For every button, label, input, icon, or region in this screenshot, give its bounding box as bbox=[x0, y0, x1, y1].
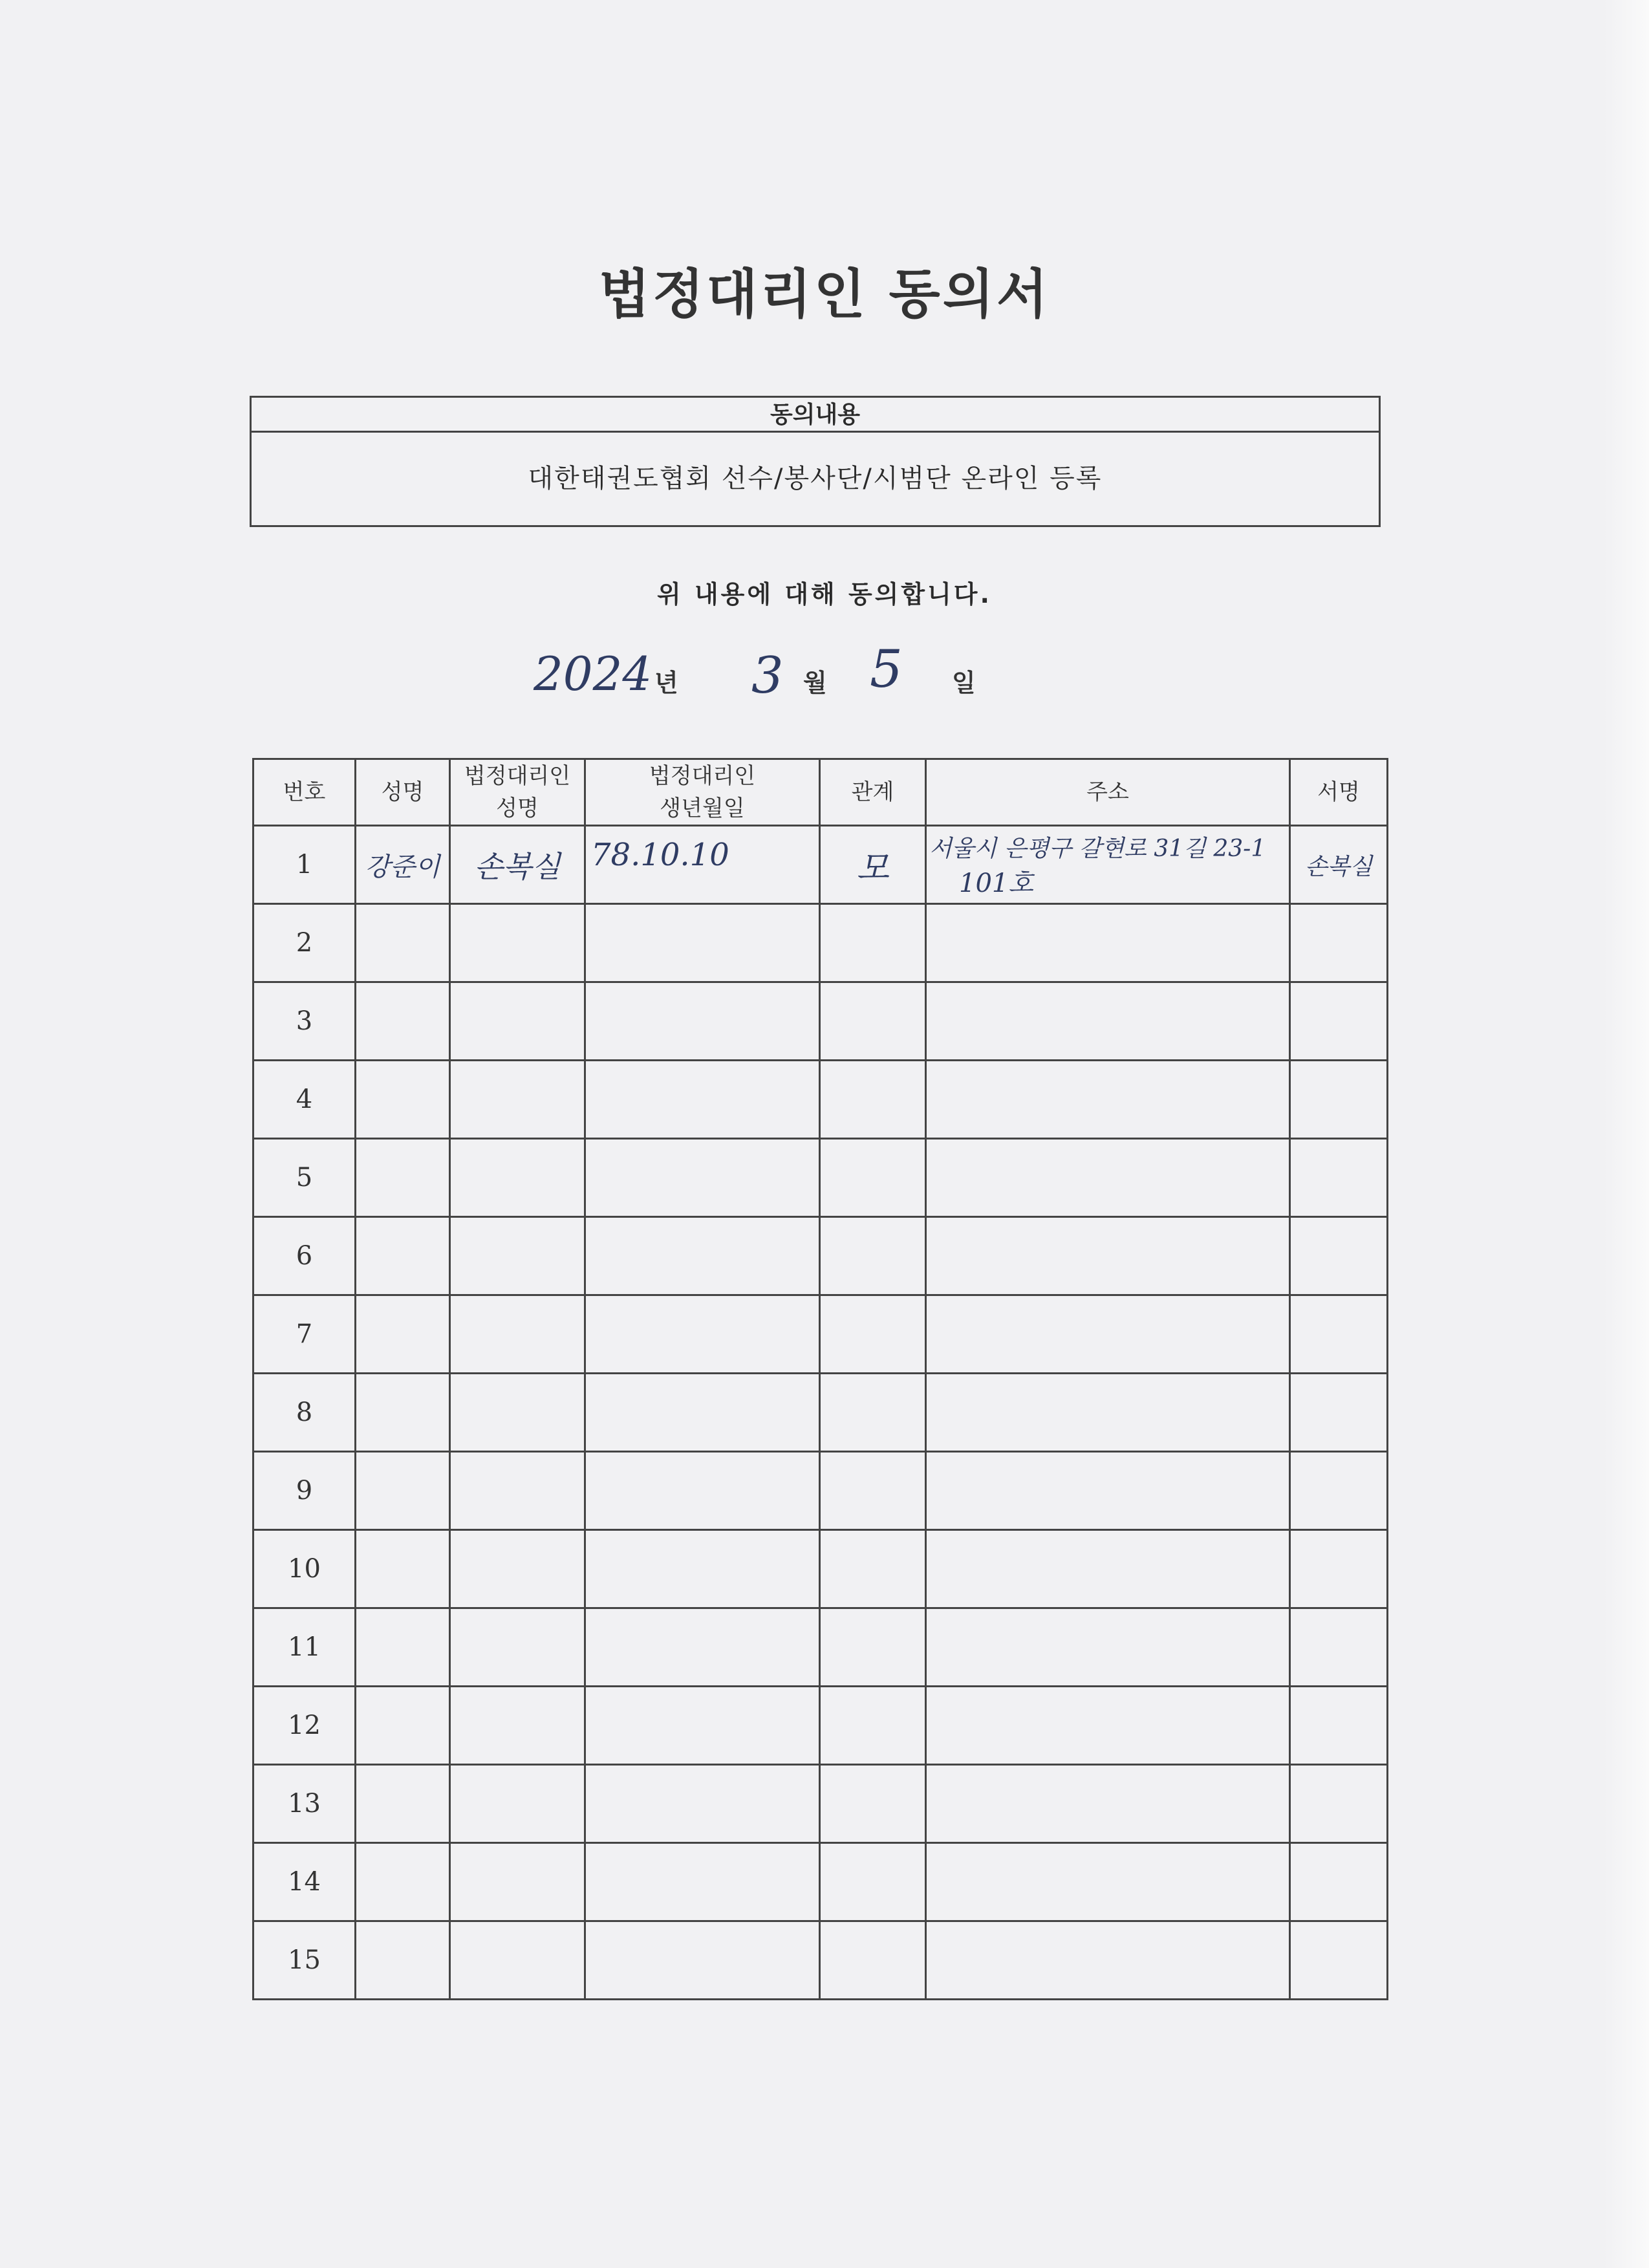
cell-relation-handwritten: 모 bbox=[856, 848, 889, 888]
cell-name bbox=[356, 1374, 450, 1452]
cell-birth bbox=[585, 904, 820, 982]
header-address: 주소 bbox=[926, 759, 1290, 826]
cell-address bbox=[926, 1765, 1290, 1843]
table-row bbox=[253, 1452, 1388, 1530]
cell-relation bbox=[820, 1139, 926, 1217]
header-relation: 관계 bbox=[820, 759, 926, 826]
cell-relation bbox=[820, 1608, 926, 1687]
cell-signature bbox=[1290, 1374, 1388, 1452]
cell-birth bbox=[585, 1921, 820, 2000]
cell-relation bbox=[820, 1530, 926, 1608]
table-row bbox=[253, 1530, 1388, 1608]
cell-relation bbox=[820, 1843, 926, 1921]
header-guardian-birth bbox=[585, 759, 820, 826]
header-guardian-name-line2: 성명 bbox=[496, 795, 539, 821]
cell-no: 7 bbox=[253, 1295, 356, 1374]
cell-signature bbox=[1290, 982, 1388, 1061]
cell-name bbox=[356, 982, 450, 1061]
table-row bbox=[253, 1295, 1388, 1374]
cell-address bbox=[926, 1295, 1290, 1374]
cell-name bbox=[356, 1139, 450, 1217]
cell-guardian-name bbox=[450, 826, 585, 904]
table-row bbox=[253, 982, 1388, 1061]
cell-signature bbox=[1290, 1687, 1388, 1765]
header-name: 성명 bbox=[356, 759, 450, 826]
consent-header: 동의내용 bbox=[252, 398, 1379, 433]
cell-no: 3 bbox=[253, 982, 356, 1061]
header-guardian-birth-line1: 법정대리인 bbox=[649, 763, 756, 789]
cell-guardian-name-handwritten: 손복실 bbox=[474, 849, 561, 884]
header-guardian-name-line1: 법정대리인 bbox=[464, 763, 571, 789]
cell-signature-handwritten: 손복실 bbox=[1304, 853, 1373, 880]
header-guardian-name bbox=[450, 759, 585, 826]
cell-signature bbox=[1290, 1608, 1388, 1687]
cell-relation bbox=[820, 826, 926, 904]
cell-birth bbox=[585, 1843, 820, 1921]
cell-relation bbox=[820, 982, 926, 1061]
cell-no: 4 bbox=[253, 1061, 356, 1139]
consent-content: 대한태권도협회 선수/봉사단/시범단 온라인 등록 bbox=[528, 464, 1103, 493]
cell-relation bbox=[820, 1217, 926, 1295]
cell-address-line2: 101호 bbox=[959, 869, 1033, 898]
table-row bbox=[253, 1921, 1388, 2000]
cell-signature bbox=[1290, 1452, 1388, 1530]
cell-birth bbox=[585, 1608, 820, 1687]
cell-guardian-name bbox=[450, 1295, 585, 1374]
cell-address bbox=[926, 904, 1290, 982]
cell-name bbox=[356, 1452, 450, 1530]
header-signature: 서명 bbox=[1290, 759, 1388, 826]
cell-guardian-name bbox=[450, 1139, 585, 1217]
cell-birth bbox=[585, 1217, 820, 1295]
cell-address bbox=[926, 1530, 1290, 1608]
cell-name bbox=[356, 904, 450, 982]
cell-no: 2 bbox=[253, 904, 356, 982]
cell-relation bbox=[820, 1452, 926, 1530]
cell-address bbox=[926, 1608, 1290, 1687]
cell-guardian-name bbox=[450, 904, 585, 982]
cell-birth bbox=[585, 1295, 820, 1374]
cell-birth bbox=[585, 1452, 820, 1530]
cell-birth-handwritten: 78.10.10 bbox=[591, 837, 729, 873]
cell-guardian-name bbox=[450, 1217, 585, 1295]
date-month-unit: 월 bbox=[803, 669, 827, 697]
cell-address bbox=[926, 1374, 1290, 1452]
cell-guardian-name bbox=[450, 1608, 585, 1687]
cell-address bbox=[926, 982, 1290, 1061]
table-row bbox=[253, 904, 1388, 982]
cell-no: 14 bbox=[253, 1843, 356, 1921]
cell-no: 13 bbox=[253, 1765, 356, 1843]
cell-name bbox=[356, 1530, 450, 1608]
table-row bbox=[253, 1765, 1388, 1843]
header-no: 번호 bbox=[253, 759, 356, 826]
cell-relation bbox=[820, 1061, 926, 1139]
cell-no: 6 bbox=[253, 1217, 356, 1295]
date-month: 3 bbox=[751, 647, 784, 705]
cell-signature bbox=[1290, 1139, 1388, 1217]
table-row bbox=[253, 1061, 1388, 1139]
cell-name bbox=[356, 1843, 450, 1921]
cell-guardian-name bbox=[450, 1843, 585, 1921]
cell-no: 9 bbox=[253, 1452, 356, 1530]
table-row bbox=[253, 826, 1388, 904]
cell-no: 10 bbox=[253, 1530, 356, 1608]
cell-no: 15 bbox=[253, 1921, 356, 2000]
table-row bbox=[253, 1843, 1388, 1921]
cell-signature bbox=[1290, 1295, 1388, 1374]
cell-guardian-name bbox=[450, 1374, 585, 1452]
cell-address bbox=[926, 826, 1290, 904]
cell-signature bbox=[1290, 1061, 1388, 1139]
cell-signature bbox=[1290, 904, 1388, 982]
cell-relation bbox=[820, 1921, 926, 2000]
cell-birth bbox=[585, 1139, 820, 1217]
cell-name bbox=[356, 1061, 450, 1139]
cell-birth bbox=[585, 1765, 820, 1843]
table-row bbox=[253, 1374, 1388, 1452]
cell-signature bbox=[1290, 1217, 1388, 1295]
cell-signature bbox=[1290, 1921, 1388, 2000]
cell-signature bbox=[1290, 1765, 1388, 1843]
cell-birth bbox=[585, 826, 820, 904]
cell-address bbox=[926, 1687, 1290, 1765]
agreement-statement: 위 내용에 대해 동의합니다. bbox=[657, 580, 992, 609]
cell-guardian-name bbox=[450, 1452, 585, 1530]
cell-name bbox=[356, 1765, 450, 1843]
table-row bbox=[253, 1139, 1388, 1217]
page-edge bbox=[1604, 0, 1649, 2268]
consent-box bbox=[250, 396, 1381, 527]
cell-name bbox=[356, 1217, 450, 1295]
table-row bbox=[253, 1687, 1388, 1765]
cell-no: 8 bbox=[253, 1374, 356, 1452]
cell-signature bbox=[1290, 1530, 1388, 1608]
cell-address-line1: 서울시 은평구 갈현로 31길 23-1 bbox=[929, 836, 1266, 862]
cell-relation bbox=[820, 1765, 926, 1843]
header-guardian-birth-line2: 생년월일 bbox=[660, 795, 745, 821]
cell-address bbox=[926, 1843, 1290, 1921]
cell-address bbox=[926, 1217, 1290, 1295]
table-row bbox=[253, 1608, 1388, 1687]
cell-address bbox=[926, 1139, 1290, 1217]
date-day: 5 bbox=[870, 639, 903, 699]
cell-guardian-name bbox=[450, 1061, 585, 1139]
cell-guardian-name bbox=[450, 1765, 585, 1843]
cell-no: 5 bbox=[253, 1139, 356, 1217]
cell-guardian-name bbox=[450, 982, 585, 1061]
cell-address bbox=[926, 1061, 1290, 1139]
cell-relation bbox=[820, 1295, 926, 1374]
cell-name bbox=[356, 1687, 450, 1765]
cell-name bbox=[356, 1295, 450, 1374]
cell-guardian-name bbox=[450, 1921, 585, 2000]
cell-birth bbox=[585, 982, 820, 1061]
cell-address bbox=[926, 1452, 1290, 1530]
cell-name bbox=[356, 826, 450, 904]
cell-relation bbox=[820, 1687, 926, 1765]
cell-guardian-name bbox=[450, 1530, 585, 1608]
cell-name bbox=[356, 1608, 450, 1687]
registration-table bbox=[252, 758, 1388, 2000]
cell-relation bbox=[820, 904, 926, 982]
document-title: 법정대리인 동의서 bbox=[598, 264, 1051, 325]
cell-guardian-name bbox=[450, 1687, 585, 1765]
table-header-row bbox=[253, 759, 1388, 826]
cell-name bbox=[356, 1921, 450, 2000]
cell-relation bbox=[820, 1374, 926, 1452]
cell-birth bbox=[585, 1687, 820, 1765]
date-year: 2024 bbox=[534, 647, 652, 701]
cell-birth bbox=[585, 1530, 820, 1608]
cell-signature bbox=[1290, 1843, 1388, 1921]
cell-name-handwritten: 강준이 bbox=[365, 852, 440, 882]
cell-no: 12 bbox=[253, 1687, 356, 1765]
cell-no: 1 bbox=[253, 826, 356, 904]
cell-birth bbox=[585, 1061, 820, 1139]
date-day-unit: 일 bbox=[952, 669, 976, 697]
cell-birth bbox=[585, 1374, 820, 1452]
cell-address bbox=[926, 1921, 1290, 2000]
cell-no: 11 bbox=[253, 1608, 356, 1687]
table-row bbox=[253, 1217, 1388, 1295]
date-year-unit: 년 bbox=[654, 669, 678, 697]
cell-signature bbox=[1290, 826, 1388, 904]
